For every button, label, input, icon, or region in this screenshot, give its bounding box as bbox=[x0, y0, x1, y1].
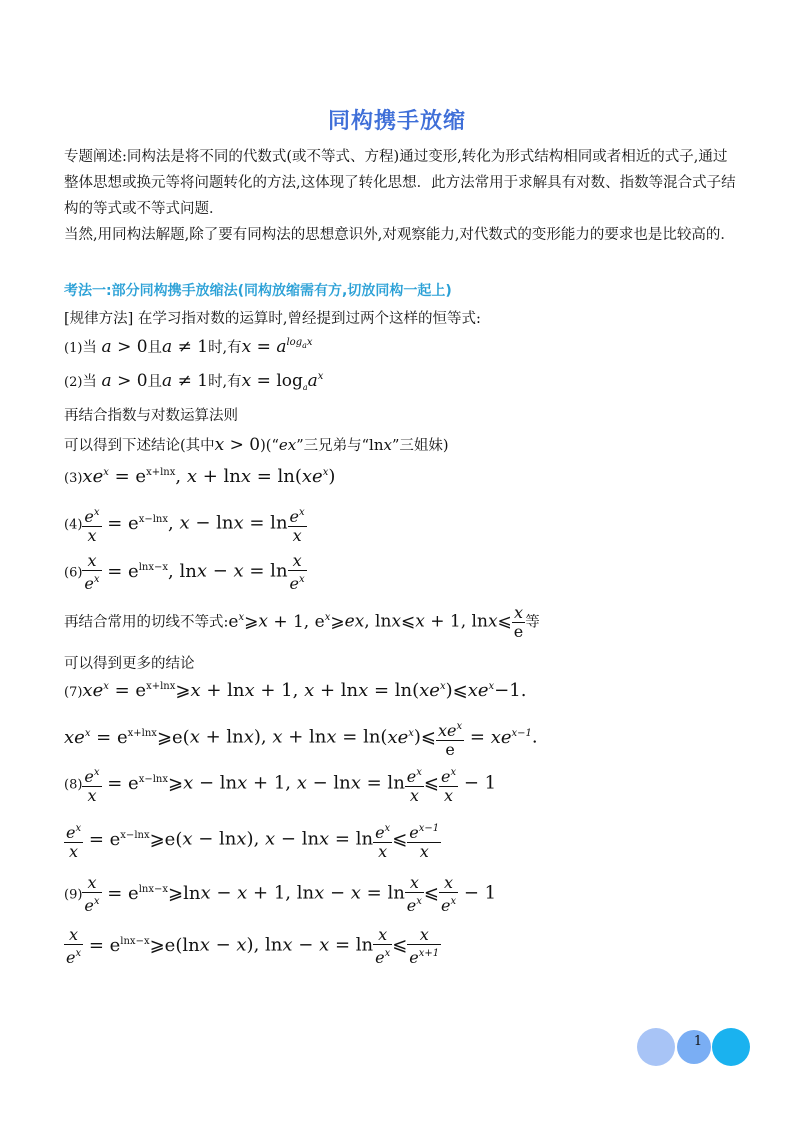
obtain-pre: 可以得到下述结论(其中 bbox=[64, 438, 215, 454]
text-then: 时,有 bbox=[208, 374, 242, 390]
etc-text: 等 bbox=[525, 614, 540, 631]
page-badge-circle-left bbox=[637, 1028, 675, 1066]
tangent-text: 再结合常用的切线不等式: bbox=[64, 614, 229, 631]
conclusion-9b: $\frac{x}{e^x}$ = $e^{lnx-x}⩾e(\ln x - x)$, lnx − x = ln $\frac{x}{e^x}$ ⩽ $\frac{x}{e^{x+1}}$ bbox=[66, 925, 440, 967]
label: (4) bbox=[64, 517, 83, 533]
label: (9) bbox=[64, 887, 83, 903]
three-bros: ”三兄弟与“ bbox=[296, 438, 370, 454]
label: (3) bbox=[64, 471, 83, 486]
intro-paragraph-2: 当然,用同构法解题,除了要有同构法的思想意识外,对观察能力,对代数式的变形能力的要求也是比较高的． bbox=[64, 227, 735, 243]
page-title: 同构携手放缩 bbox=[327, 109, 466, 134]
label: (7) bbox=[64, 685, 83, 700]
obtain-post: )(“ bbox=[260, 438, 279, 454]
intro-paragraph-1: 专题阐述:同构法是将不同的代数式(或不等式、方程)通过变形,转化为形式结构相同或者相近的式子,通过整体思想或换元等将问题转化的方法,这体现了转化思想．此方法常用于求解具有对数、指数等混合式子结构的等式或不等式问题． bbox=[64, 149, 736, 217]
text-and: 且 bbox=[147, 340, 163, 356]
text-when: 当 bbox=[82, 340, 97, 356]
obtain-line: 可以得到下述结论(其中x > 0)(“ex”三兄弟与“lnx”三姐妹) bbox=[64, 435, 449, 455]
text-when: 当 bbox=[82, 374, 97, 390]
identity-1: (1)当 a > 0且a ≠ 1时,有$x = a^{log_ax}$ bbox=[64, 337, 313, 357]
conclusion-4: (4) $\frac{e^x}{x}$ = $e^{x-lnx}$, x − lnx = ln $\frac{e^x}{x}$ bbox=[64, 504, 307, 545]
text-then: 时,有 bbox=[208, 340, 242, 356]
label: (6) bbox=[64, 565, 83, 581]
conclusion-8a: (8) $\frac{e^x}{x}$ = $e^{x-lnx}⩾x - \ln x + 1$, x − lnx = ln $\frac{e^x}{x}$ ⩽ $\frac{e^x}{x}$ − 1 bbox=[64, 764, 496, 805]
identity-2: (2)当 a > 0且a ≠ 1时,有$x = \log_aa^x$ bbox=[64, 371, 324, 392]
three-sis: ”三姐妹) bbox=[391, 438, 449, 454]
text-and: 且 bbox=[147, 374, 163, 390]
rule-line: [规律方法] 在学习指对数的运算时,曾经提到过两个这样的恒等式: bbox=[64, 311, 481, 327]
page-number: 1 bbox=[693, 1034, 703, 1049]
more-line: 可以得到更多的结论 bbox=[64, 656, 195, 672]
combine-line: 再结合指数与对数运算法则 bbox=[64, 408, 238, 424]
page-badge-circle-right bbox=[712, 1028, 750, 1066]
conclusion-3: $(3)xe^x = e^{x+lnx}$, $x + \ln x = \ln(xe^x)$ bbox=[64, 466, 336, 487]
conclusion-9a: (9) $\frac{x}{e^x}$ = $e^{lnx-x}⩾\ln x - x + 1$, lnx − x = ln $\frac{x}{e^x}$ ⩽ $\frac{x}{e^x}$ − 1 bbox=[64, 873, 497, 915]
label: (2) bbox=[64, 375, 83, 390]
conclusion-7b: $xe^x$ = $e^{x+lnx}⩾e(x + \ln x)$, $x + \ln x = \ln(xe^x)⩽$ $\frac{xe^x}{e}$ = $xe^{x-1}$. bbox=[64, 718, 538, 759]
conclusion-7a: $(7)xe^x$ = $e^{x+lnx}⩾x + \ln x + 1$, $x + \ln x = \ln(xe^x)⩽xe^x-1$. bbox=[64, 680, 527, 701]
label: (8) bbox=[64, 777, 83, 793]
conclusion-8b: $\frac{e^x}{x}$ = $e^{x-lnx}⩾e(x - \ln x)$, x − lnx = ln $\frac{e^x}{x}$ ⩽ $\frac{e^{x-1}}{x}$ bbox=[64, 820, 441, 861]
label: (1) bbox=[64, 341, 83, 356]
tangent-line: 再结合常用的切线不等式$:e^x⩾x + 1$, $e^x⩾ex$, lnx⩽x + 1, lnx⩽ $\frac{x}{e}$ 等 bbox=[64, 603, 540, 641]
conclusion-6: (6) $\frac{x}{e^x}$ = $e^{lnx-x}$, lnx − x = ln $\frac{x}{e^x}$ bbox=[64, 551, 305, 593]
section-heading: 考法一:部分同构携手放缩法(同构放缩需有方,切放同构一起上) bbox=[64, 283, 452, 299]
